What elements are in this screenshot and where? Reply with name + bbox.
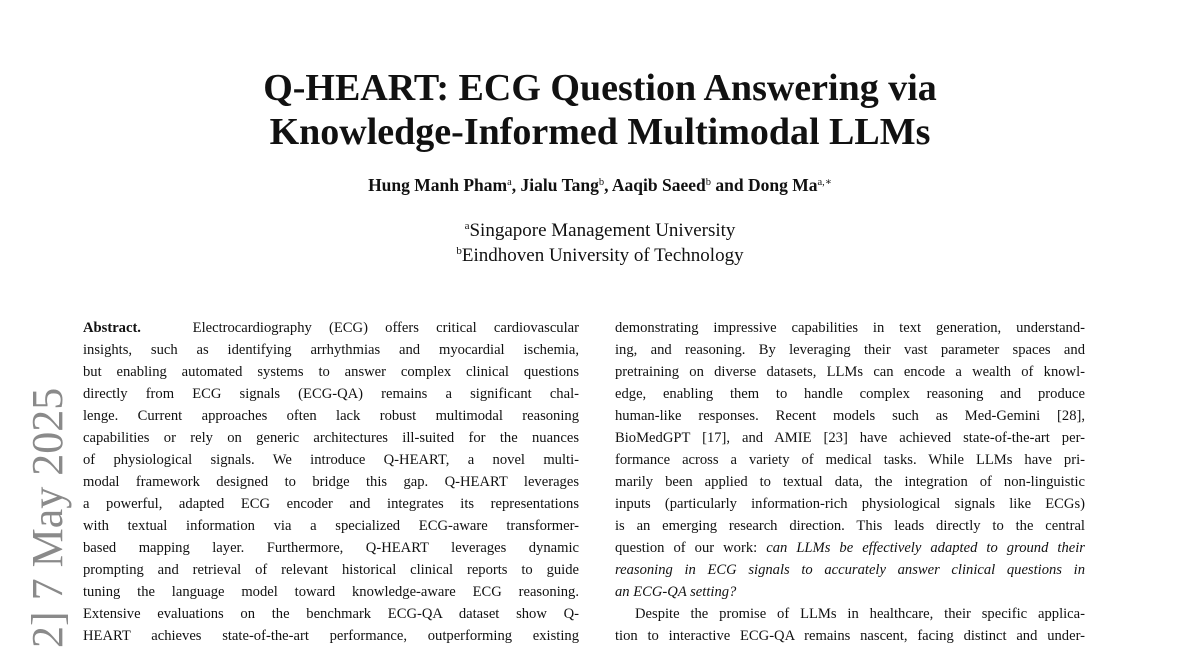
body-line: inputs (particularly information-rich physiological signals like ECGs) xyxy=(615,496,1085,512)
research-question-text: an ECG-QA setting? xyxy=(615,584,737,600)
author-name: Aaqib Saeed xyxy=(611,175,706,195)
body-line: edge, enabling them to handle complex reasoning and produce xyxy=(615,386,1085,402)
title-line-2: Knowledge-Informed Multimodal LLMs xyxy=(269,111,931,153)
author-list xyxy=(0,174,1200,196)
author-separator: and xyxy=(711,175,748,195)
abstract-line: HEART achieves state-of-the-art performance, outperforming existing xyxy=(83,628,579,644)
abstract-line: capabilities or rely on generic architectures ill-suited for the nuances xyxy=(83,430,579,446)
author-affiliation-mark: b xyxy=(598,177,605,188)
arxiv-stamp: 2] 7 May 2025 xyxy=(23,387,72,648)
abstract-line: tuning the language model toward knowledge-aware ECG reasoning. xyxy=(83,584,579,600)
abstract-line: with textual information via a specialized ECG-aware transformer- xyxy=(83,518,579,534)
body-line xyxy=(615,559,1085,581)
affiliation xyxy=(0,243,1200,268)
abstract-line: a powerful, adapted ECG encoder and integrates its representations xyxy=(83,496,579,512)
body-line: human-like responses. Recent models such as Med-Gemini [28], xyxy=(615,408,1085,424)
research-question-text: reasoning in ECG signals to accurately answer clinical questions in xyxy=(615,562,1085,578)
body-line: BioMedGPT [17], and AMIE [23] have achieved state-of-the-art per- xyxy=(615,430,1085,446)
body-line: pretraining on diverse datasets, LLMs can encode a wealth of knowl- xyxy=(615,364,1085,380)
author-name: Dong Ma xyxy=(747,175,818,195)
abstract-line: directly from ECG signals (ECG-QA) remains a significant chal- xyxy=(83,386,579,402)
abstract-line: based mapping layer. Furthermore, Q-HEART leverages dynamic xyxy=(83,540,579,556)
abstract-line: but enabling automated systems to answer complex clinical questions xyxy=(83,364,579,380)
abstract-line: of physiological signals. We introduce Q-HEART, a novel multi- xyxy=(83,452,579,468)
abstract-text: Electrocardiography (ECG) offers critical cardiovascular xyxy=(192,320,579,336)
body-line xyxy=(615,581,1085,603)
body-line: formance across a variety of medical tasks. While LLMs have pri- xyxy=(615,452,1085,468)
abstract-line: prompting and retrieval of relevant historical clinical reports to guide xyxy=(83,562,579,578)
abstract-line: Extensive evaluations on the benchmark ECG-QA dataset show Q- xyxy=(83,606,579,622)
affiliation-mark: a xyxy=(464,220,470,232)
author-name: Hung Manh Pham xyxy=(368,175,508,195)
body-line: marily been applied to textual data, the integration of non-linguistic xyxy=(615,474,1085,490)
paper-title xyxy=(0,66,1200,154)
body-line: is an emerging research direction. This leads directly to the central xyxy=(615,518,1085,534)
abstract-line: insights, such as identifying arrhythmias and myocardial ischemia, xyxy=(83,342,579,358)
research-question-text: can LLMs be effectively adapted to ground their xyxy=(766,540,1085,556)
body-line: demonstrating impressive capabilities in text generation, understand- xyxy=(615,320,1085,336)
intro-column xyxy=(615,317,1085,647)
affiliation xyxy=(0,218,1200,243)
author-affiliation-mark: b xyxy=(705,177,712,188)
author-name: Jialu Tang xyxy=(520,175,599,195)
affiliation-name: Singapore Management University xyxy=(469,220,736,241)
author-affiliation-mark: a,∗ xyxy=(817,177,832,188)
author-separator: , xyxy=(604,175,612,195)
abstract-line xyxy=(83,317,579,339)
title-line-1: Q-HEART: ECG Question Answering via xyxy=(263,67,937,109)
abstract-column xyxy=(83,317,579,647)
body-line: tion to interactive ECG-QA remains nascent, facing distinct and under- xyxy=(615,628,1085,644)
body-line: Despite the promise of LLMs in healthcare, their specific applica- xyxy=(635,606,1085,622)
affiliation-list xyxy=(0,218,1200,268)
question-prefix: question of our work: xyxy=(615,540,767,556)
abstract-line: modal framework designed to bridge this gap. Q-HEART leverages xyxy=(83,474,579,490)
body-line xyxy=(615,537,1085,559)
affiliation-name: Eindhoven University of Technology xyxy=(461,245,744,266)
body-line: ing, and reasoning. By leveraging their vast parameter spaces and xyxy=(615,342,1085,358)
abstract-label: Abstract. xyxy=(83,320,141,336)
affiliation-mark: b xyxy=(456,245,462,257)
abstract-line: lenge. Current approaches often lack robust multimodal reasoning xyxy=(83,408,579,424)
author-separator: , xyxy=(511,175,521,195)
author-affiliation-mark: a xyxy=(507,177,512,188)
